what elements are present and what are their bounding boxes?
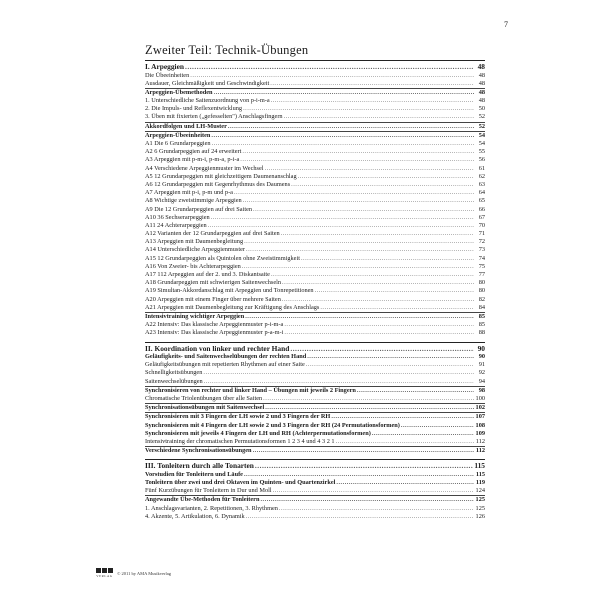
toc-entry xyxy=(145,296,485,304)
toc-entry-page: 125 xyxy=(475,496,485,504)
toc-entry xyxy=(145,430,485,438)
dot-leader xyxy=(240,156,474,164)
toc-entry-title: Synchronisieren von rechter und linker Hand – Übungen mit jeweils 2 Fingern xyxy=(145,386,356,394)
dot-leader xyxy=(282,279,474,287)
toc-entry xyxy=(145,122,485,131)
toc-entry-title: A16 Von Zweier- bis Achterarpeggien xyxy=(145,262,241,270)
toc-entry-title: A3 Arpeggien mit p-m-i, p-m-a, p-i-a xyxy=(145,156,240,164)
toc-entry-page: 80 xyxy=(478,287,485,295)
logo-text: VERLAG xyxy=(96,574,113,578)
toc-entry-page: 102 xyxy=(475,404,485,412)
dot-leader xyxy=(244,238,474,246)
dot-leader xyxy=(246,246,474,254)
toc-entry-page: 52 xyxy=(478,113,485,121)
toc-entry-title: A19 Simultan-Akkordanschlag mit Arpeggien und Tonrepetitionen xyxy=(145,287,314,295)
toc-entry-title: A17 112 Arpeggien auf der 2. und 3. Diskantsaite xyxy=(145,271,270,278)
toc-section xyxy=(145,60,485,338)
dot-leader xyxy=(211,132,474,140)
toc-entry xyxy=(145,479,485,487)
toc-entry-title: Tonleitern über zwei und drei Oktaven im Quinten- und Quartenzirkel xyxy=(145,478,336,486)
dot-leader xyxy=(208,222,474,230)
toc-entry xyxy=(145,238,485,246)
toc-entry-title: A1 Die 6 Grundarpeggien xyxy=(145,140,211,147)
toc-entry-page: 73 xyxy=(478,246,485,254)
dot-leader xyxy=(190,72,474,80)
dot-leader xyxy=(185,62,474,72)
toc-entry-title: 2. Die Impuls- und Reflexentwicklung xyxy=(145,105,243,113)
toc-entry xyxy=(145,80,485,88)
toc-entry-title: A2 6 Grundarpeggien auf 24 erweitert xyxy=(145,148,242,156)
dot-leader xyxy=(284,321,474,329)
toc-entry-page: 70 xyxy=(478,221,485,229)
toc-entry-page: 71 xyxy=(478,230,485,238)
dot-leader xyxy=(336,479,474,487)
toc-entry-page: 82 xyxy=(478,295,485,303)
toc-entry-title: Angewandte Übe-Methoden für Tonleitern xyxy=(145,496,260,504)
toc-entry xyxy=(145,422,485,430)
toc-entry-title: Synchronisieren mit 3 Fingern der LH sowie 2 und 3 Fingern der RH xyxy=(145,413,331,421)
toc-entry xyxy=(145,72,485,80)
toc-section-heading xyxy=(145,461,485,471)
toc-entry-title: Geläufigkeitsübungen mit repetierten Rhythmen auf einer Saite xyxy=(145,361,305,369)
toc-entry-page: 108 xyxy=(475,421,485,429)
toc-entry xyxy=(145,403,485,412)
toc-entry-page: 77 xyxy=(478,271,485,278)
toc-entry-page: 74 xyxy=(478,254,485,262)
toc-entry xyxy=(145,181,485,189)
toc-entry-title: Intensivtraining wichtiger Arpeggien xyxy=(145,312,245,320)
toc-entry xyxy=(145,97,485,105)
dot-leader xyxy=(243,197,474,205)
toc-entry-title: Schnelligkeitsübungen xyxy=(145,369,203,377)
dot-leader xyxy=(284,113,474,121)
toc-entry-page: 126 xyxy=(475,512,485,520)
toc-entry xyxy=(145,369,485,377)
toc-entry-page: 48 xyxy=(478,71,485,79)
dot-leader xyxy=(260,496,474,504)
toc-entry-title: Intensivtraining der chromatischen Permutationsformen 1 2 3 4 und 4 3 2 1 xyxy=(145,437,335,445)
dot-leader xyxy=(214,89,474,97)
dot-leader xyxy=(244,471,474,479)
toc-entry xyxy=(145,412,485,421)
dot-leader xyxy=(301,255,474,263)
toc-entry-title: A18 Grundarpeggien mit schwierigen Saitenwechseln xyxy=(145,279,282,287)
toc-entry-page: 98 xyxy=(478,386,485,394)
dot-leader xyxy=(271,271,474,279)
toc-entry xyxy=(145,321,485,329)
dot-leader xyxy=(212,140,474,148)
toc-entry-title: Vorstudien für Tonleitern und Läufe xyxy=(145,470,243,478)
toc-entry xyxy=(145,279,485,287)
toc-entry-page: 62 xyxy=(478,172,485,180)
toc-section-heading xyxy=(145,344,485,354)
toc-entry-title: Saitenwechselübungen xyxy=(145,377,203,385)
toc-entry-title: II. Koordination von linker und rechter Hand xyxy=(145,343,290,353)
toc-entry xyxy=(145,105,485,113)
toc-entry xyxy=(145,189,485,197)
dot-leader xyxy=(265,165,474,173)
toc-entry-title: Verschiedene Synchronisationsübungen xyxy=(145,447,252,455)
dot-leader xyxy=(204,378,474,386)
toc-entry-page: 72 xyxy=(478,238,485,246)
dot-leader xyxy=(372,430,474,438)
toc-entry-page: 80 xyxy=(478,279,485,287)
toc-entry xyxy=(145,361,485,369)
dot-leader xyxy=(245,313,474,321)
toc-entry xyxy=(145,446,485,455)
toc-entry-page: 84 xyxy=(478,303,485,311)
table-of-contents xyxy=(145,60,485,521)
toc-entry-title: A9 Die 12 Grundarpeggien auf drei Saiten xyxy=(145,205,253,213)
dot-leader xyxy=(242,263,474,271)
toc-entry-title: Synchronisieren mit jeweils 4 Fingern der LH und RH (Achterpermutationsformen) xyxy=(145,429,371,437)
toc-entry-title: A23 Intensiv: Das klassische Arpeggienmuster p-a-m-i xyxy=(145,329,284,337)
toc-entry xyxy=(145,395,485,403)
dot-leader xyxy=(307,353,474,361)
toc-entry-title: Die Übeeinheiten xyxy=(145,71,190,79)
dot-leader xyxy=(306,361,474,369)
toc-entry xyxy=(145,495,485,504)
toc-entry-page: 66 xyxy=(478,205,485,213)
toc-entry-title: III. Tonleitern durch alle Tonarten xyxy=(145,461,254,471)
toc-entry xyxy=(145,487,485,495)
dot-leader xyxy=(281,230,474,238)
toc-entry xyxy=(145,246,485,254)
dot-leader xyxy=(253,447,474,455)
toc-entry xyxy=(145,505,485,513)
dot-leader xyxy=(331,413,474,421)
dot-leader xyxy=(211,214,474,222)
toc-entry xyxy=(145,222,485,230)
toc-entry-page: 54 xyxy=(478,140,485,147)
dot-leader xyxy=(203,369,474,377)
toc-entry-page: 115 xyxy=(475,470,485,478)
toc-entry-title: 1. Unterschiedliche Saitenzuordnung von p-i-m-a xyxy=(145,97,270,105)
toc-entry xyxy=(145,173,485,181)
dot-leader xyxy=(246,513,474,521)
toc-entry-page: 75 xyxy=(478,262,485,270)
toc-entry xyxy=(145,206,485,214)
toc-entry-page: 90 xyxy=(478,353,485,360)
footer xyxy=(96,568,171,578)
toc-entry-title: 1. Anschlagsvarianten, 2. Repetitionen, 3. Rhythmen xyxy=(145,504,278,512)
toc-entry-title: A11 24 Achterarpeggien xyxy=(145,221,207,229)
dot-leader xyxy=(228,123,474,131)
toc-entry-page: 119 xyxy=(475,478,485,486)
toc-entry-title: A12 Varianten der 12 Grundarpeggien auf drei Saiten xyxy=(145,230,280,238)
toc-entry-title: Ausdauer, Gleichmäßigkeit und Geschwindigkeit xyxy=(145,79,270,87)
toc-section xyxy=(145,459,485,521)
dot-leader xyxy=(242,148,474,156)
dot-leader xyxy=(284,329,474,337)
toc-entry-title: A5 12 Grundarpeggien mit gleichzeitigem Daumenanschlag xyxy=(145,172,297,180)
toc-entry xyxy=(145,197,485,205)
publisher-logo xyxy=(96,568,113,578)
toc-entry-page: 91 xyxy=(478,361,485,369)
toc-section xyxy=(145,342,485,456)
toc-entry-page: 112 xyxy=(475,447,485,455)
toc-entry-title: A21 Arpeggien mit Daumenbegleitung zur Kräftigung des Anschlags xyxy=(145,303,320,311)
toc-entry-page: 94 xyxy=(478,377,485,385)
page-title: Zweiter Teil: Technik-Übungen xyxy=(145,43,309,57)
dot-leader xyxy=(255,461,473,471)
toc-entry-title: 4. Akzente, 5. Artikulation, 6. Dynamik xyxy=(145,512,245,520)
toc-entry xyxy=(145,271,485,279)
dot-leader xyxy=(273,487,474,495)
toc-entry-page: 50 xyxy=(478,105,485,113)
toc-entry-page: 100 xyxy=(475,394,485,402)
toc-entry-page: 65 xyxy=(478,197,485,205)
toc-entry xyxy=(145,214,485,222)
toc-entry-title: A13 Arpeggien mit Daumenbegleitung xyxy=(145,238,244,246)
toc-entry-title: A10 36 Sechserarpeggien xyxy=(145,213,210,221)
toc-entry xyxy=(145,438,485,446)
toc-entry-page: 61 xyxy=(478,164,485,172)
toc-entry xyxy=(145,140,485,148)
toc-entry-page: 107 xyxy=(475,413,485,421)
dot-leader xyxy=(263,395,474,403)
toc-entry xyxy=(145,386,485,395)
toc-entry-page: 48 xyxy=(478,88,485,96)
dot-leader xyxy=(290,344,474,354)
toc-entry-title: 3. Üben mit fixierten („gefesselten") Anschlagsfingern xyxy=(145,113,283,121)
toc-entry xyxy=(145,304,485,312)
logo-mark-icon xyxy=(96,568,113,573)
toc-entry xyxy=(145,230,485,238)
dot-leader xyxy=(401,422,474,430)
toc-entry-page: 90 xyxy=(477,343,485,353)
toc-entry-page: 112 xyxy=(475,437,485,445)
dot-leader xyxy=(282,296,474,304)
toc-entry-title: Synchronisieren mit 4 Fingern der LH sowie 2 und 3 Fingern der RH (24 Permutationsformen) xyxy=(145,421,400,429)
toc-entry-title: Geläufigkeits- und Saitenwechselübungen der rechten Hand xyxy=(145,353,307,360)
dot-leader xyxy=(315,287,474,295)
dot-leader xyxy=(357,387,474,395)
toc-entry-title: Fünf Kurzübungen für Tonleitern in Dur und Moll xyxy=(145,487,272,495)
toc-entry-title: Chromatische Triolenübungen über alle Saiten xyxy=(145,394,263,402)
toc-entry xyxy=(145,513,485,521)
toc-entry-page: 88 xyxy=(478,329,485,337)
dot-leader xyxy=(270,80,474,88)
toc-entry xyxy=(145,353,485,361)
toc-entry xyxy=(145,471,485,479)
toc-entry xyxy=(145,263,485,271)
toc-entry-page: 64 xyxy=(478,189,485,197)
toc-entry xyxy=(145,378,485,386)
toc-entry-page: 85 xyxy=(478,321,485,329)
toc-entry-title: A6 12 Grundarpeggien mit Gegenrhythmus des Daumens xyxy=(145,180,291,188)
toc-entry-page: 48 xyxy=(478,79,485,87)
toc-entry-title: Akkordfolgen und LH-Muster xyxy=(145,122,227,130)
toc-entry-title: A8 Wichtige zweistimmige Arpeggien xyxy=(145,197,242,205)
toc-entry-page: 85 xyxy=(478,312,485,320)
toc-entry-title: A14 Unterschiedliche Arpeggienmuster xyxy=(145,246,246,254)
toc-entry-page: 52 xyxy=(478,122,485,130)
toc-entry-title: A15 12 Grundarpeggien als Quintolen ohne Zweistimmigkeit xyxy=(145,254,300,262)
toc-entry-title: A22 Intensiv: Das klassische Arpeggienmuster p-i-m-a xyxy=(145,321,284,329)
toc-entry xyxy=(145,287,485,295)
toc-entry xyxy=(145,165,485,173)
dot-leader xyxy=(253,206,474,214)
toc-entry-page: 63 xyxy=(478,180,485,188)
toc-entry xyxy=(145,312,485,321)
dot-leader xyxy=(298,173,474,181)
toc-entry xyxy=(145,113,485,121)
toc-entry-title: A20 Arpeggien mit einem Finger über mehrere Saiten xyxy=(145,295,281,303)
toc-entry-page: 56 xyxy=(478,156,485,164)
dot-leader xyxy=(291,181,474,189)
copyright-notice: © 2011 by AMA Musikverlag xyxy=(117,570,172,576)
toc-entry xyxy=(145,156,485,164)
dot-leader xyxy=(336,438,474,446)
toc-entry-page: 125 xyxy=(475,504,485,512)
dot-leader xyxy=(320,304,474,312)
dot-leader xyxy=(279,505,474,513)
toc-entry-title: A7 Arpeggien mit p-i, p-m und p-a xyxy=(145,189,233,197)
page-number: 7 xyxy=(504,20,508,29)
toc-entry-page: 55 xyxy=(478,148,485,156)
toc-entry xyxy=(145,329,485,337)
toc-entry-title: A4 Verschiedene Arpeggienmuster im Wechsel xyxy=(145,164,264,172)
dot-leader xyxy=(243,105,474,113)
toc-section-heading xyxy=(145,62,485,72)
toc-entry-page: 92 xyxy=(478,369,485,377)
toc-entry xyxy=(145,255,485,263)
toc-entry-page: 124 xyxy=(475,487,485,495)
toc-entry-title: I. Arpeggien xyxy=(145,62,185,71)
toc-entry-page: 48 xyxy=(477,62,485,71)
toc-entry-title: Arpeggien-Übemethoden xyxy=(145,88,213,96)
toc-entry-title: Synchronisationsübungen mit Saitenwechsel xyxy=(145,404,265,412)
toc-entry-title: Arpeggien-Übeeinheiten xyxy=(145,131,211,139)
toc-entry-page: 109 xyxy=(475,429,485,437)
toc-entry-page: 48 xyxy=(478,97,485,105)
toc-entry xyxy=(145,131,485,140)
dot-leader xyxy=(234,189,474,197)
toc-entry xyxy=(145,88,485,97)
dot-leader xyxy=(265,404,474,412)
toc-entry-page: 54 xyxy=(478,131,485,139)
dot-leader xyxy=(271,97,474,105)
toc-entry xyxy=(145,148,485,156)
toc-entry-page: 67 xyxy=(478,213,485,221)
toc-entry-page: 115 xyxy=(474,461,485,471)
